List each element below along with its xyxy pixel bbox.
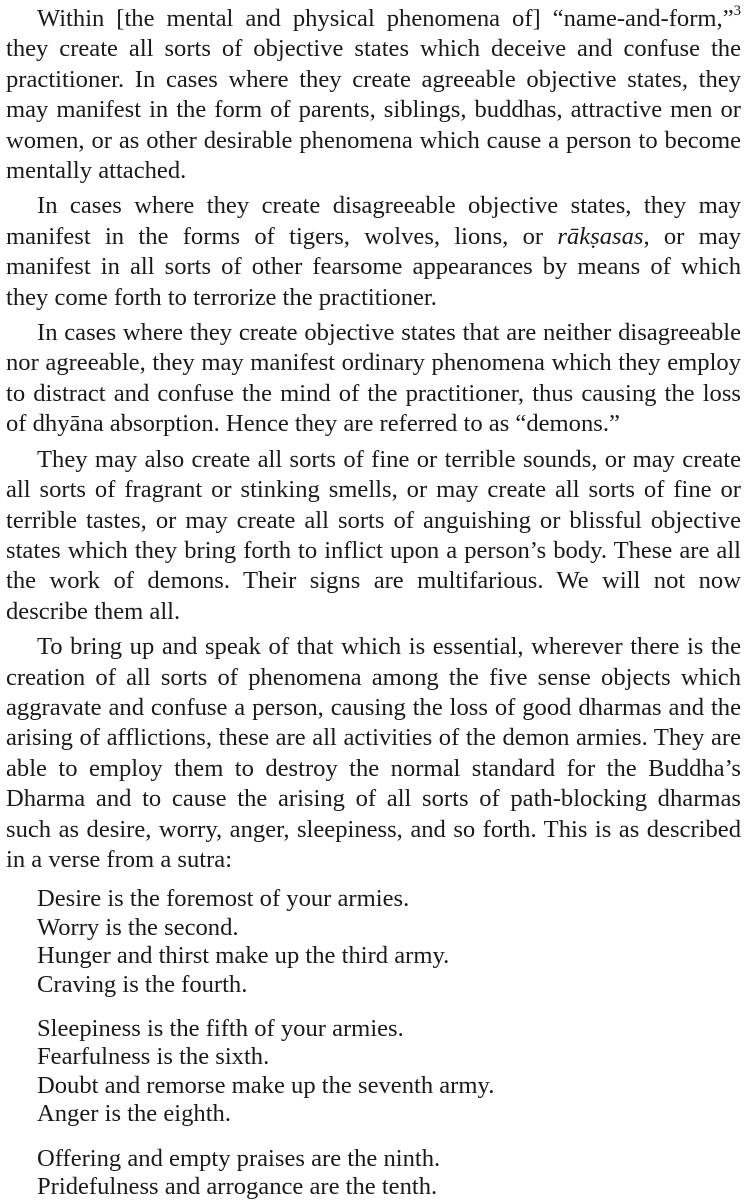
paragraph-name-and-form: [6, 4, 741, 186]
verse-line: Anger is the eighth.: [37, 1100, 231, 1128]
paragraph-text: they create all sorts of objective states which deceive and confuse the practitioner. In cases where they create agreeable objective states, they may manifest in the form of parents, siblings, buddhas, attractive men or women, or as other desirable phenomena which cause a person to become mentally attached.: [6, 35, 741, 185]
verse-stanza-3: [37, 1145, 741, 1201]
verse-line: Pridefulness and arrogance are the tenth.: [37, 1173, 438, 1201]
verse-line: Craving is the fourth.: [37, 970, 248, 998]
footnote-marker[interactable]: 3: [733, 2, 741, 19]
verse-line: Offering and empty praises are the ninth.: [37, 1144, 441, 1172]
paragraph-demon-armies: To bring up and speak of that which is essential, wherever there is the creation of all sorts of phenomena among the five sense objects which aggravate and confuse a person, causing the loss of good dharmas and the arising of afflictions, these are all activities of the demon armies. They are able to employ them to destroy the normal standard for the Buddha’s Dharma and to cause the arising of all sorts of path-blocking dharmas such as desire, worry, anger, sleepiness, and so forth. This is as described in a verse from a sutra:: [6, 633, 741, 873]
paragraph-text: , or may manifest in all sorts of other fearsome appearances by means of which they come forth to terrorize the practitioner.: [6, 222, 741, 311]
verse-line: Hunger and thirst make up the third army.: [37, 942, 450, 970]
paragraph-text: Within [the mental and physical phenomena of] “name-and-form,”: [37, 5, 734, 32]
verse-line: Sleepiness is the fifth of your armies.: [37, 1015, 404, 1042]
paragraph-disagreeable-states: [6, 191, 741, 313]
verse-line: Doubt and remorse make up the seventh army.: [37, 1071, 495, 1099]
verse-stanza-2: [37, 1015, 741, 1129]
verse-line: Worry is the second.: [37, 913, 239, 941]
paragraph-neutral-states: In cases where they create objective states that are neither disagreeable nor agreeable, they may manifest ordinary phenomena which they employ to distract and confuse the mind of the practitioner, thus causing the loss of dhyāna absorption. Hence they are referred to as “demons.”: [6, 319, 741, 438]
verse-line: Fearfulness is the sixth.: [37, 1043, 270, 1071]
verse-stanza-1: [37, 885, 741, 999]
verse-line: Desire is the foremost of your armies.: [37, 885, 410, 913]
paragraph-text: In cases where they create disagreeable objective states, they may manifest in the forms of tigers, wolves, lions, or: [6, 192, 741, 250]
italic-term: rākṣasas: [557, 222, 644, 250]
paragraph-sounds-smells-tastes: They may also create all sorts of fine or terrible sounds, or may create all sorts of fragrant or stinking smells, or may create all sorts of fine or terrible tastes, or may create all sorts of anguishing or blissful objective states which they bring forth to inflict upon a person’s body. These are all the work of demons. Their signs are multifarious. We will not now describe them all.: [6, 445, 741, 625]
